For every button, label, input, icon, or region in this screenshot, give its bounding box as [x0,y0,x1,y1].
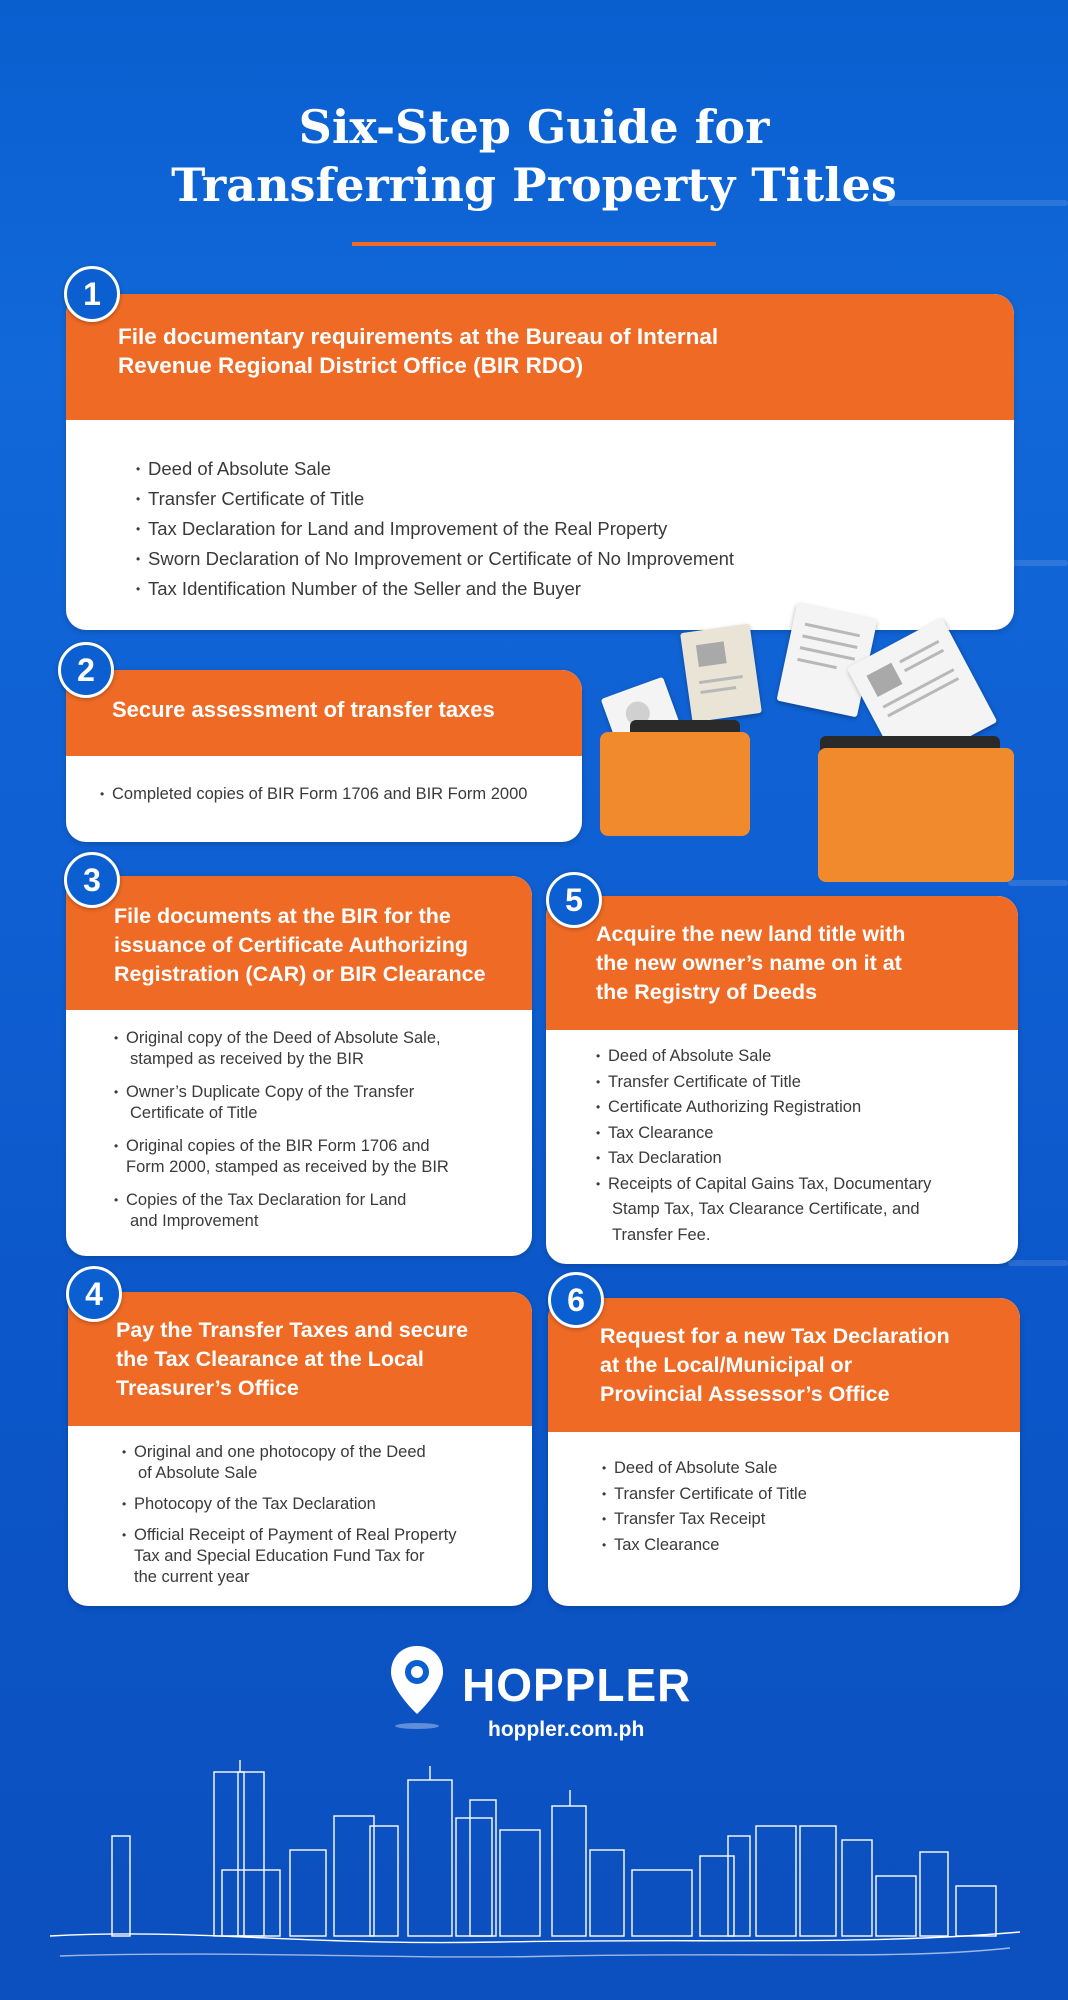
list-item: • Owner’s Duplicate Copy of the Transfer Certificate of Title [114,1082,449,1124]
brand-footer [0,1640,1068,1750]
list-item: • Tax Declaration [596,1146,931,1172]
list-item: • Deed of Absolute Sale [136,454,734,484]
brand-name: HOPPLER [462,1659,692,1711]
page-title-line-2: Transferring Property Titles [171,158,897,212]
list-item: • Original and one photocopy of the Deed of Absolute Sale [122,1442,457,1484]
list-item: • Tax Clearance [602,1533,807,1559]
step-2-title-line: Secure assessment of transfer taxes [112,697,495,722]
step-4-title-line: Pay the Transfer Taxes and secure [116,1318,469,1342]
brand-site[interactable]: hoppler.com.ph [488,1718,645,1741]
step-4-title-line: Treasurer’s Office [116,1376,299,1400]
document-icon [680,624,762,723]
location-pin-icon [387,1642,447,1732]
step-5-header [546,896,1018,1030]
step-4-card [68,1292,532,1606]
list-item: • Official Receipt of Payment of Real Property Tax and Special Education Fund Tax for the current year [122,1525,457,1588]
step-5-card [546,896,1018,1264]
documents-folders-illustration [590,590,1020,890]
step-6-card [548,1298,1020,1606]
step-6-title-line: Request for a new Tax Declaration [600,1324,950,1348]
list-item: • Deed of Absolute Sale [596,1044,931,1070]
list-item: • Copies of the Tax Declaration for Land and Improvement [114,1190,449,1232]
step-3-header [66,876,532,1010]
step-1-title-line: Revenue Regional District Office (BIR RDO) [118,353,584,378]
step-4-title-line: the Tax Clearance at the Local [116,1347,424,1371]
step-5-title-line: the Registry of Deeds [596,980,818,1004]
title-underline [352,242,716,246]
list-item: • Transfer Tax Receipt [602,1507,807,1533]
list-item: • Original copies of the BIR Form 1706 and Form 2000, stamped as received by the BIR [114,1136,449,1178]
list-item: • Original copy of the Deed of Absolute Sale, stamped as received by the BIR [114,1028,449,1070]
step-6-badge: 6 [548,1272,604,1328]
step-2-card [66,670,582,842]
list-item: • Transfer Certificate of Title [602,1482,807,1508]
step-2-header [66,670,582,756]
list-item: • Completed copies of BIR Form 1706 and BIR Form 2000 [100,782,527,806]
list-item: • Transfer Certificate of Title [596,1070,931,1096]
step-3-badge: 3 [64,852,120,908]
page-title-line-1: Six-Step Guide for [298,100,770,154]
step-1-title-line: File documentary requirements at the Bureau of Internal [118,324,719,349]
list-item: • Sworn Declaration of No Improvement or Certificate of No Improvement [136,544,734,574]
list-item: • Tax Clearance [596,1121,931,1147]
step-4-header [68,1292,532,1426]
step-4-badge: 4 [66,1266,122,1322]
step-5-title-line: the new owner’s name on it at [596,951,902,975]
list-item: • Photocopy of the Tax Declaration [122,1494,457,1515]
list-item: • Tax Declaration for Land and Improvement of the Real Property [136,514,734,544]
step-2-badge: 2 [58,642,114,698]
list-item: • Tax Identification Number of the Seller and the Buyer [136,574,734,604]
page-title [0,98,1068,214]
list-item: • Receipts of Capital Gains Tax, Documentary Stamp Tax, Tax Clearance Certificate, and Transfer Fee. [596,1172,931,1249]
list-item: • Transfer Certificate of Title [136,484,734,514]
step-6-title-line: Provincial Assessor’s Office [600,1382,890,1406]
step-3-title-line: File documents at the BIR for the [114,904,451,928]
step-3-card [66,876,532,1256]
step-5-title-line: Acquire the new land title with [596,922,906,946]
step-6-header [548,1298,1020,1432]
step-5-badge: 5 [546,872,602,928]
list-item: • Deed of Absolute Sale [602,1456,807,1482]
step-1-header [66,294,1014,420]
step-1-card [66,294,1014,630]
step-1-badge: 1 [64,266,120,322]
folder-icon [600,732,750,836]
list-item: • Certificate Authorizing Registration [596,1095,931,1121]
step-3-title-line: issuance of Certificate Authorizing [114,933,469,957]
step-6-title-line: at the Local/Municipal or [600,1353,853,1377]
folder-icon [818,748,1014,882]
city-skyline-illustration [0,1760,1068,2000]
step-3-title-line: Registration (CAR) or BIR Clearance [114,962,486,986]
